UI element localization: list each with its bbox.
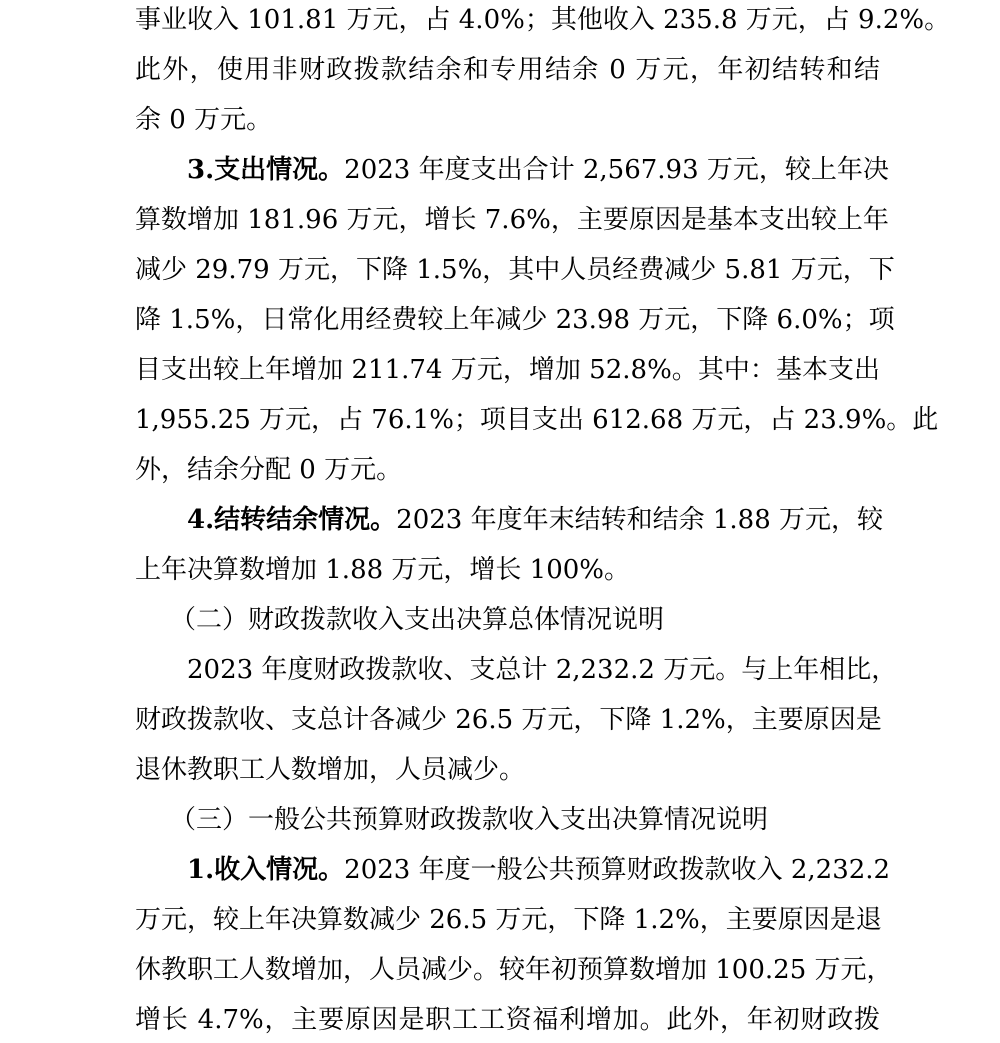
paragraph-line: 增长 4.7%，主要原因是职工工资福利增加。此外，年初财政拨 [135, 1005, 880, 1035]
paragraph-text: 2023 年度年末结转和结余 1.88 万元，较 [396, 505, 884, 535]
section-heading-income [187, 850, 891, 890]
paragraph-line: 余 0 万元。 [135, 105, 273, 135]
subsection-title-general-budget: （三）一般公共预算财政拨款收入支出决算情况说明 [170, 805, 769, 835]
section-heading-label: 1.收入情况。 [187, 855, 345, 885]
paragraph-line: 降 1.5%，日常化用经费较上年减少 23.98 万元，下降 6.0%；项 [135, 305, 895, 335]
paragraph-line: 2023 年度财政拨款收、支总计 2,232.2 万元。与上年相比， [187, 655, 898, 685]
paragraph-text: 2023 年度支出合计 2,567.93 万元，较上年决 [344, 155, 889, 185]
section-heading-carryover [187, 500, 884, 540]
paragraph-line: 上年决算数增加 1.88 万元，增长 100%。 [135, 555, 631, 585]
subsection-title-fiscal-overview: （二）财政拨款收入支出决算总体情况说明 [170, 605, 665, 635]
paragraph-line: 目支出较上年增加 211.74 万元，增加 52.8%。其中：基本支出 [135, 355, 880, 385]
paragraph-line: 万元，较上年决算数减少 26.5 万元，下降 1.2%，主要原因是退 [135, 905, 882, 935]
section-heading-label: 3.支出情况。 [187, 155, 345, 185]
paragraph-line: 算数增加 181.96 万元，增长 7.6%，主要原因是基本支出较上年 [135, 205, 889, 235]
section-heading-label: 4.结转结余情况。 [187, 505, 397, 535]
paragraph-line: 减少 29.79 万元，下降 1.5%，其中人员经费减少 5.81 万元，下 [135, 255, 895, 285]
paragraph-line: 1,955.25 万元，占 76.1%；项目支出 612.68 万元，占 23.9%。此 [135, 405, 939, 435]
paragraph-line: 外，结余分配 0 万元。 [135, 455, 403, 485]
paragraph-line: 事业收入 101.81 万元，占 4.0%；其他收入 235.8 万元，占 9.2%。 [135, 5, 951, 35]
paragraph-text: 2023 年度一般公共预算财政拨款收入 2,232.2 [344, 855, 891, 885]
paragraph-line: 休教职工人数增加，人员减少。较年初预算数增加 100.25 万元， [135, 955, 893, 985]
paragraph-line: 退休教职工人数增加，人员减少。 [135, 755, 526, 785]
paragraph-line: 此外，使用非财政拨款结余和专用结余 0 万元，年初结转和结 [135, 55, 880, 85]
section-heading-expenditure [187, 150, 889, 190]
paragraph-line: 财政拨款收、支总计各减少 26.5 万元，下降 1.2%，主要原因是 [135, 705, 882, 735]
